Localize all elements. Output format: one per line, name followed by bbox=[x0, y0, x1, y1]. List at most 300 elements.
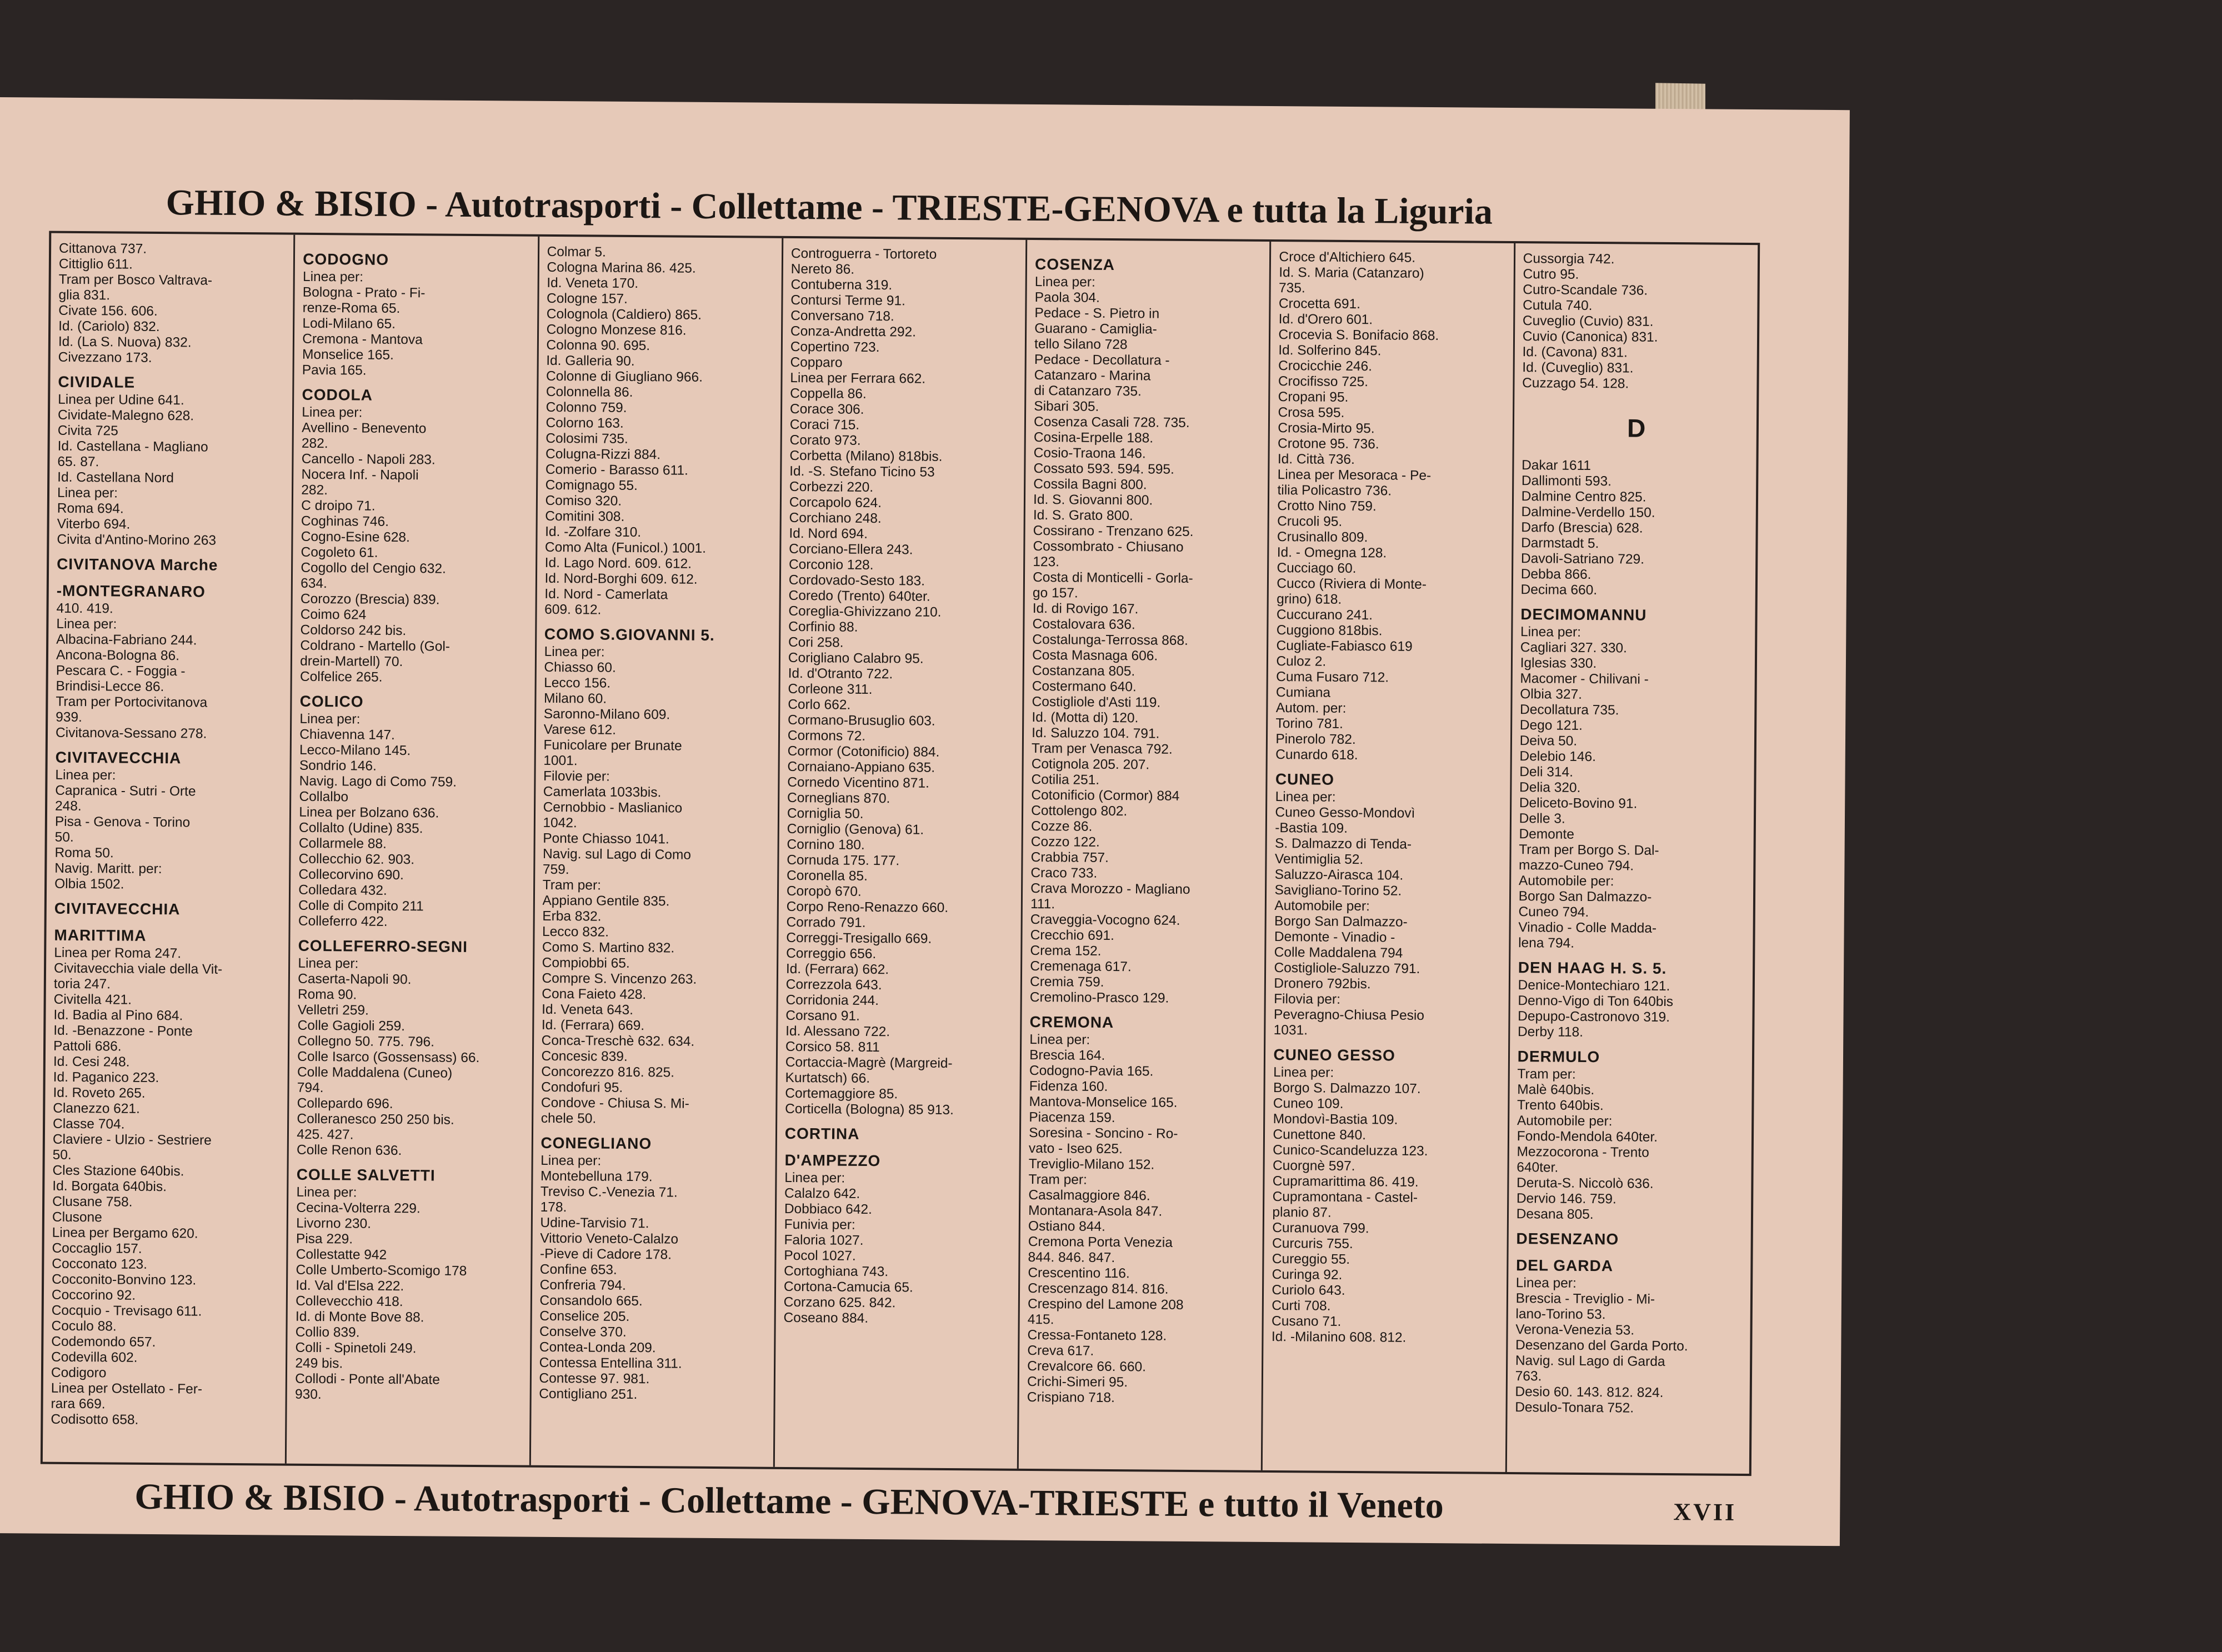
index-entry: Cucco (Riviera di Monte- bbox=[1277, 576, 1427, 592]
index-entry: Codigoro bbox=[51, 1365, 107, 1381]
index-entry: Comiso 320. bbox=[545, 493, 622, 509]
index-entry: Crabbia 757. bbox=[1030, 849, 1109, 865]
index-entry: Cureggio 55. bbox=[1272, 1251, 1350, 1268]
index-entry: Id. Roveto 265. bbox=[53, 1085, 146, 1101]
index-entry: Brindisi-Lecce 86. bbox=[56, 678, 164, 695]
index-column-1 bbox=[43, 233, 296, 1464]
section-heading: DEN HAAG H. S. 5. bbox=[1518, 959, 1667, 977]
index-entry: Saluzzo-Airasca 104. bbox=[1274, 867, 1404, 883]
index-entry: Costalunga-Terrossa 868. bbox=[1032, 632, 1188, 648]
section-heading: COLICO bbox=[299, 692, 364, 710]
index-entry: Comerio - Barasso 611. bbox=[545, 462, 688, 478]
index-entry: Comitini 308. bbox=[545, 508, 625, 524]
index-entry: 178. bbox=[540, 1199, 567, 1215]
index-entry: Crava Morozzo - Magliano bbox=[1030, 880, 1190, 897]
index-entry: Cortona-Camucia 65. bbox=[783, 1279, 913, 1295]
index-entry: Cittiglio 611. bbox=[58, 256, 133, 272]
index-entry: Civitanova-Sessano 278. bbox=[55, 725, 207, 742]
index-entry: Id. Saluzzo 104. 791. bbox=[1032, 725, 1160, 742]
index-entry: Corciano-Ellera 243. bbox=[789, 541, 913, 558]
index-entry: Cornaiano-Appiano 635. bbox=[787, 759, 935, 775]
index-entry: Civate 156. 606. bbox=[58, 303, 158, 319]
index-entry: Sondrio 146. bbox=[299, 758, 377, 774]
index-entry: Linea per Roma 247. bbox=[54, 945, 182, 962]
index-entry: Cormons 72. bbox=[787, 728, 866, 744]
index-entry: Montanara-Asola 847. bbox=[1028, 1203, 1163, 1219]
index-entry: Compre S. Vincenzo 263. bbox=[542, 970, 697, 987]
index-entry: Borgo San Dalmazzo- bbox=[1274, 914, 1408, 930]
index-entry: Crema 152. bbox=[1030, 943, 1102, 959]
section-heading: CODOLA bbox=[302, 386, 373, 404]
index-entry: Colle Renon 636. bbox=[296, 1142, 402, 1159]
index-entry: Cumiana bbox=[1275, 685, 1331, 700]
index-entry: Coldorso 242 bis. bbox=[300, 622, 407, 639]
index-entry: Concorezzo 816. 825. bbox=[541, 1064, 675, 1080]
index-entry: 123. bbox=[1033, 554, 1060, 570]
index-entry: Linea per: bbox=[1515, 1275, 1577, 1291]
index-entry: Automobile per: bbox=[1274, 898, 1370, 914]
index-entry: Funicolare per Brunate bbox=[543, 737, 682, 754]
index-entry: Dronero 792bis. bbox=[1274, 976, 1371, 992]
index-entry: Copertino 723. bbox=[790, 339, 880, 356]
section-heading: CUNEO GESSO bbox=[1273, 1046, 1396, 1064]
index-entry: 111. bbox=[1030, 896, 1055, 912]
index-entry: Collecorvino 690. bbox=[298, 867, 404, 883]
index-entry: Lecco 156. bbox=[544, 675, 611, 691]
index-entry: Darmstadt 5. bbox=[1521, 535, 1599, 552]
index-entry: Caserta-Napoli 90. bbox=[298, 971, 412, 988]
index-entry: Colonna 90. 695. bbox=[546, 337, 650, 354]
index-entry: Navig. sul Lago di Garda bbox=[1515, 1353, 1665, 1369]
index-entry: Cittanova 737. bbox=[59, 241, 147, 257]
index-entry: Cunettone 840. bbox=[1273, 1127, 1367, 1143]
index-entry: Claviere - Ulzio - Sestriere bbox=[52, 1132, 212, 1148]
section-heading: COLLEFERRO-SEGNI bbox=[298, 937, 468, 955]
index-entry: Macomer - Chilivani - bbox=[1520, 671, 1649, 687]
index-entry: Pocol 1027. bbox=[784, 1248, 856, 1264]
index-entry: Paola 304. bbox=[1034, 290, 1100, 306]
index-entry: Corozzo (Brescia) 839. bbox=[300, 591, 440, 608]
index-entry: Cotonificio (Cormor) 884 bbox=[1031, 787, 1180, 804]
book-page bbox=[0, 97, 1850, 1546]
index-entry: Cusano 71. bbox=[1271, 1314, 1342, 1329]
index-entry: toria 247. bbox=[53, 976, 111, 992]
index-entry: Cortoghiana 743. bbox=[784, 1263, 889, 1280]
index-entry: Cona Faieto 428. bbox=[542, 986, 647, 1003]
index-entry: Ancona-Bologna 86. bbox=[56, 647, 180, 664]
index-entry: Crotone 95. 736. bbox=[1278, 436, 1379, 452]
index-entry: Curti 708. bbox=[1272, 1298, 1331, 1314]
index-entry: Treviso C.-Venezia 71. bbox=[540, 1184, 678, 1200]
index-entry: Dobbiaco 642. bbox=[784, 1201, 873, 1218]
index-entry: tilia Policastro 736. bbox=[1277, 483, 1392, 499]
index-entry: Civitella 421. bbox=[53, 992, 132, 1008]
index-entry: Conselice 205. bbox=[539, 1308, 630, 1324]
index-entry: Curinga 92. bbox=[1272, 1267, 1343, 1283]
index-entry: Compiobbi 65. bbox=[542, 955, 630, 971]
index-entry: Conversano 718. bbox=[790, 308, 894, 324]
index-entry: Guarano - Camiglia- bbox=[1034, 321, 1157, 337]
index-entry: Civita 725 bbox=[57, 423, 118, 439]
section-heading: CODOGNO bbox=[303, 250, 389, 268]
index-entry: Peveragno-Chiusa Pesio bbox=[1273, 1007, 1425, 1023]
index-entry: Decollatura 735. bbox=[1519, 702, 1619, 718]
index-entry: Id. Borgata 640bis. bbox=[52, 1178, 167, 1195]
index-entry: Linea per: bbox=[1273, 1065, 1334, 1080]
index-entry: Autom. per: bbox=[1275, 700, 1347, 716]
index-entry: Cuma Fusaro 712. bbox=[1276, 669, 1389, 685]
index-entry: Capranica - Sutri - Orte bbox=[55, 783, 196, 799]
index-entry: Id. -Zolfare 310. bbox=[545, 524, 642, 540]
index-entry: Tram per Borgo S. Dal- bbox=[1519, 842, 1659, 858]
index-entry: Filovie per: bbox=[543, 768, 610, 784]
index-entry: Cucciago 60. bbox=[1277, 560, 1357, 577]
index-entry: Costa Masnaga 606. bbox=[1032, 647, 1158, 664]
index-entry: Cuorgnè 597. bbox=[1272, 1158, 1355, 1174]
index-entry: Costanzana 805. bbox=[1032, 663, 1135, 679]
index-entry: Pisa - Genova - Torino bbox=[54, 814, 191, 830]
index-entry: Cuneo 794. bbox=[1518, 904, 1589, 920]
index-entry: Linea per: bbox=[298, 955, 359, 972]
index-entry: Id. Nord-Borghi 609. 612. bbox=[544, 570, 698, 587]
index-entry: Cressa-Fontaneto 128. bbox=[1027, 1327, 1167, 1344]
section-heading: CONEGLIANO bbox=[541, 1134, 652, 1153]
index-entry: go 157. bbox=[1032, 585, 1078, 601]
index-entry: Crecchio 691. bbox=[1030, 927, 1114, 944]
index-entry: Crusinallo 809. bbox=[1277, 529, 1368, 545]
index-entry: Pisa 229. bbox=[296, 1231, 353, 1247]
index-entry: Pattoli 686. bbox=[53, 1038, 122, 1054]
index-entry: Crocetta 691. bbox=[1278, 296, 1361, 312]
index-entry: Albacina-Fabriano 244. bbox=[56, 632, 197, 648]
index-entry: Cropani 95. bbox=[1278, 389, 1349, 405]
index-column-5 bbox=[1019, 240, 1272, 1470]
index-entry: Colle di Compito 211 bbox=[298, 898, 424, 914]
index-entry: Id. d'Otranto 722. bbox=[788, 665, 893, 682]
index-entry: Cupramarittima 86. 419. bbox=[1272, 1174, 1419, 1190]
index-entry: Id. (Cariolo) 832. bbox=[58, 318, 160, 335]
index-entry: Corato 973. bbox=[789, 432, 861, 448]
index-entry: Id. Solferino 845. bbox=[1278, 343, 1382, 359]
index-entry: Tram per Bosco Valtrava- bbox=[58, 272, 213, 288]
index-entry: Id. Veneta 170. bbox=[547, 275, 639, 292]
index-entry: Ostiano 844. bbox=[1028, 1218, 1106, 1234]
index-entry: Treviglio-Milano 152. bbox=[1028, 1156, 1155, 1173]
index-entry: Deli 314. bbox=[1519, 764, 1574, 780]
index-entry: Clanezzo 621. bbox=[53, 1100, 141, 1117]
index-entry: Filovia per: bbox=[1274, 992, 1341, 1007]
index-entry: Cremia 759. bbox=[1029, 974, 1104, 990]
index-entry: Corneglians 870. bbox=[787, 790, 890, 807]
index-entry: Camerlata 1033bis. bbox=[543, 784, 662, 800]
index-entry: Cremona - Mantova bbox=[302, 331, 423, 348]
index-entry: Cuneo 109. bbox=[1273, 1096, 1344, 1112]
index-entry: chele 50. bbox=[541, 1110, 597, 1127]
index-entry: Linea per: bbox=[1034, 274, 1095, 290]
index-entry: Crespino del Lamone 208 bbox=[1027, 1296, 1184, 1313]
index-entry: Cunico-Scandeluzza 123. bbox=[1273, 1143, 1428, 1159]
index-entry: Corace 306. bbox=[789, 401, 864, 417]
index-entry: Conza-Andretta 292. bbox=[790, 323, 917, 340]
index-entry: S. Dalmazzo di Tenda- bbox=[1274, 836, 1412, 852]
section-heading: CIVIDALE bbox=[58, 373, 136, 391]
index-entry: 249 bis. bbox=[295, 1355, 343, 1371]
index-entry: Crevalcore 66. 660. bbox=[1027, 1358, 1147, 1375]
index-column-6 bbox=[1263, 242, 1515, 1472]
index-entry: Linea per Ostellato - Fer- bbox=[51, 1380, 203, 1397]
index-entry: tello Silano 728 bbox=[1034, 337, 1128, 353]
index-entry: Deliceto-Bovino 91. bbox=[1519, 795, 1638, 812]
index-entry: Borgo San Dalmazzo- bbox=[1518, 889, 1652, 905]
index-entry: -Bastia 109. bbox=[1275, 820, 1348, 836]
index-entry: Id. -Benazzone - Ponte bbox=[53, 1023, 193, 1039]
index-entry: Appiano Gentile 835. bbox=[542, 893, 670, 909]
index-entry: Linea per: bbox=[541, 1153, 602, 1169]
index-frame bbox=[41, 231, 1760, 1476]
index-entry: Dervio 146. 759. bbox=[1516, 1191, 1617, 1207]
index-entry: Corridonia 244. bbox=[785, 992, 879, 1009]
index-entry: Coraci 715. bbox=[789, 417, 860, 433]
index-entry: Erba 832. bbox=[542, 908, 602, 924]
index-entry: Navig. sul Lago di Como bbox=[542, 846, 692, 863]
index-entry: 50. bbox=[54, 829, 74, 845]
section-heading: COMO S.GIOVANNI 5. bbox=[544, 625, 715, 644]
section-heading: CIVITANOVA Marche bbox=[57, 555, 218, 574]
index-entry: Cocconito-Bonvino 123. bbox=[52, 1271, 197, 1288]
index-entry: Id. Val d'Elsa 222. bbox=[296, 1278, 404, 1294]
section-heading: DEL GARDA bbox=[1515, 1256, 1614, 1275]
index-entry: 65. 87. bbox=[57, 454, 99, 470]
index-entry: Culoz 2. bbox=[1276, 654, 1327, 669]
index-entry: Avellino - Benevento bbox=[302, 420, 427, 437]
index-entry: Pedace - Decollatura - bbox=[1034, 352, 1170, 368]
section-heading: CREMONA bbox=[1029, 1013, 1114, 1032]
index-entry: Sibari 305. bbox=[1034, 399, 1099, 414]
index-entry: Curcuris 755. bbox=[1272, 1236, 1353, 1252]
index-entry: Milano 60. bbox=[543, 690, 607, 707]
index-entry: Consandolo 665. bbox=[539, 1293, 643, 1309]
index-entry: 634. bbox=[301, 575, 327, 592]
index-entry: Cuneo Gesso-Mondovì bbox=[1275, 805, 1415, 821]
index-entry: Crichi-Simeri 95. bbox=[1027, 1374, 1128, 1390]
index-entry: Corconio 128. bbox=[788, 557, 874, 573]
index-entry: Cuveglio (Cuvio) 831. bbox=[1522, 313, 1654, 329]
index-entry: Costa di Monticelli - Gorla- bbox=[1033, 570, 1193, 587]
index-entry: Dego 121. bbox=[1519, 718, 1583, 733]
index-entry: Delle 3. bbox=[1519, 811, 1565, 827]
section-heading: -MONTEGRANARO bbox=[56, 582, 206, 600]
index-entry: Id. S. Maria (Catanzaro) bbox=[1279, 265, 1424, 281]
index-entry: Coppella 86. bbox=[790, 386, 867, 402]
index-entry: Cori 258. bbox=[788, 634, 844, 650]
index-entry: Cornino 180. bbox=[787, 837, 865, 853]
index-entry: Cossirano - Trenzano 625. bbox=[1033, 523, 1194, 540]
index-entry: Corbetta (Milano) 818bis. bbox=[789, 448, 943, 464]
index-entry: mazzo-Cuneo 794. bbox=[1519, 858, 1634, 874]
index-entry: Ventimiglia 52. bbox=[1274, 852, 1364, 868]
index-entry: Colle Umberto-Scomigo 178 bbox=[296, 1262, 467, 1279]
index-entry: Fondo-Mendola 640ter. bbox=[1517, 1129, 1658, 1145]
page-number: XVII bbox=[1673, 1498, 1737, 1526]
index-entry: Deruta-S. Niccolò 636. bbox=[1517, 1175, 1654, 1192]
index-entry: Linea per: bbox=[299, 711, 361, 727]
index-entry: Fidenza 160. bbox=[1029, 1078, 1108, 1094]
index-entry: Cernobbio - Maslianico bbox=[543, 799, 683, 816]
index-entry: Debba 866. bbox=[1520, 567, 1592, 583]
index-entry: Olbia 327. bbox=[1520, 687, 1583, 702]
index-entry: Cosina-Erpelle 188. bbox=[1033, 430, 1154, 446]
index-entry: vato - Iseo 625. bbox=[1028, 1140, 1123, 1157]
index-entry: Colorno 163. bbox=[546, 415, 624, 431]
index-entry: Denice-Montechiaro 121. bbox=[1518, 978, 1670, 994]
index-entry: Id. S. Grato 800. bbox=[1033, 508, 1133, 524]
index-entry: Corpo Reno-Renazzo 660. bbox=[786, 899, 949, 915]
index-entry: Id. di Monte Bove 88. bbox=[295, 1309, 424, 1325]
index-entry: Brescia - Treviglio - Mi- bbox=[1515, 1291, 1655, 1307]
section-heading: COLLE SALVETTI bbox=[296, 1165, 436, 1184]
index-entry: glia 831. bbox=[58, 287, 111, 303]
section-heading: MARITTIMA bbox=[54, 926, 147, 944]
index-entry: Cuggiono 818bis. bbox=[1276, 623, 1383, 639]
index-entry: di Catanzaro 735. bbox=[1034, 383, 1142, 399]
index-entry: Costigliole-Saluzzo 791. bbox=[1274, 960, 1420, 977]
index-entry: -Pieve di Cadore 178. bbox=[539, 1246, 672, 1263]
index-entry: Coreglia-Ghivizzano 210. bbox=[788, 603, 942, 620]
index-entry: Colmar 5. bbox=[547, 244, 606, 260]
index-entry: Velletri 259. bbox=[297, 1002, 369, 1018]
index-entry: Linea per: bbox=[296, 1184, 357, 1200]
index-entry: Crescenzago 814. 816. bbox=[1028, 1280, 1169, 1297]
index-entry: Id. Paganico 223. bbox=[53, 1069, 159, 1086]
index-entry: Coredo (Trento) 640ter. bbox=[788, 588, 930, 604]
index-entry: Colfelice 265. bbox=[299, 669, 383, 685]
index-entry: Demonte bbox=[1519, 827, 1575, 842]
index-entry: Mezzocorona - Trento bbox=[1517, 1144, 1649, 1160]
index-entry: Collodi - Ponte all'Abate bbox=[295, 1371, 441, 1388]
index-entry: Colle Maddalena (Cuneo) bbox=[297, 1064, 453, 1081]
index-entry: Id. d'Orero 601. bbox=[1278, 312, 1373, 328]
index-entry: Id. Castellana Nord bbox=[57, 469, 174, 486]
index-entry: Codogno-Pavia 165. bbox=[1029, 1063, 1154, 1079]
index-entry: Cozze 86. bbox=[1030, 818, 1093, 834]
index-entry: Crosa 595. bbox=[1278, 405, 1345, 420]
index-entry: Tram per: bbox=[542, 877, 602, 893]
index-entry: Id. (La S. Nuova) 832. bbox=[58, 334, 192, 351]
index-entry: Savigliano-Torino 52. bbox=[1274, 883, 1402, 899]
index-entry: Bologna - Prato - Fi- bbox=[302, 284, 426, 301]
index-entry: Colugna-Rizzi 884. bbox=[546, 446, 661, 463]
index-entry: 1001. bbox=[543, 753, 578, 769]
index-entry: Colleferro 422. bbox=[298, 913, 388, 929]
section-heading: DERMULO bbox=[1517, 1048, 1600, 1066]
index-entry: Cosio-Traona 146. bbox=[1033, 445, 1146, 462]
index-entry: Corcapolo 624. bbox=[789, 494, 882, 511]
index-entry: Lecco 832. bbox=[542, 924, 609, 940]
index-entry: 763. bbox=[1515, 1369, 1542, 1384]
index-entry: Cremona Porta Venezia bbox=[1028, 1234, 1173, 1250]
index-entry: Funivia per: bbox=[784, 1217, 855, 1233]
index-entry: Roma 90. bbox=[297, 987, 357, 1003]
index-entry: Calalzo 642. bbox=[784, 1185, 860, 1202]
index-entry: Condofuri 95. bbox=[541, 1079, 623, 1095]
index-entry: Linea per: bbox=[55, 767, 116, 783]
index-entry: Linea per: bbox=[784, 1170, 845, 1186]
index-entry: Contuberna 319. bbox=[790, 277, 893, 293]
index-entry: Mantova-Monselice 165. bbox=[1029, 1094, 1178, 1110]
index-entry: 282. bbox=[301, 435, 328, 452]
index-entry: 640ter. bbox=[1517, 1160, 1559, 1175]
index-entry: Controguerra - Tortoreto bbox=[790, 246, 937, 262]
index-entry: Linea per: bbox=[544, 644, 605, 660]
index-entry: rara 669. bbox=[51, 1396, 106, 1412]
index-entry: Navig. Maritt. per: bbox=[54, 860, 162, 877]
index-entry: Cogno-Esine 628. bbox=[301, 529, 411, 545]
index-entry: Colli - Spinetoli 249. bbox=[295, 1340, 417, 1356]
index-entry: Cunardo 618. bbox=[1275, 747, 1358, 763]
index-column-4 bbox=[775, 238, 1028, 1469]
section-heading: D bbox=[1627, 413, 1646, 443]
index-entry: Cortemaggiore 85. bbox=[785, 1085, 898, 1102]
index-entry: Correggio 656. bbox=[786, 945, 877, 962]
index-entry: Id. S. Giovanni 800. bbox=[1033, 492, 1153, 508]
index-entry: Classe 704. bbox=[53, 1116, 125, 1132]
index-entry: Id. (Motta di) 120. bbox=[1032, 709, 1139, 726]
index-entry: 248. bbox=[54, 798, 82, 814]
index-entry: Cremenaga 617. bbox=[1030, 958, 1132, 975]
index-entry: Cotilia 251. bbox=[1031, 772, 1100, 788]
index-entry: Denno-Vigo di Ton 640bis bbox=[1518, 993, 1674, 1010]
index-entry: 609. 612. bbox=[544, 602, 602, 618]
index-entry: Cotignola 205. 207. bbox=[1031, 756, 1150, 773]
index-column-3 bbox=[531, 237, 783, 1467]
index-entry: Tram per Portocivitanova bbox=[56, 694, 208, 710]
index-entry: Cozzo 122. bbox=[1030, 834, 1100, 850]
index-entry: Cossato 593. 594. 595. bbox=[1033, 461, 1174, 477]
index-entry: Nereto 86. bbox=[790, 261, 855, 277]
index-entry: Cuvio (Canonica) 831. bbox=[1522, 329, 1658, 345]
index-entry: Crescentino 116. bbox=[1028, 1265, 1130, 1281]
index-entry: Linea per: bbox=[57, 485, 118, 501]
index-entry: Collarmele 88. bbox=[298, 835, 387, 852]
index-entry: Kurtatsch) 66. bbox=[785, 1070, 870, 1086]
index-entry: grino) 618. bbox=[1277, 592, 1342, 607]
index-entry: Deiva 50. bbox=[1519, 733, 1578, 749]
index-entry: Cremolino-Prasco 129. bbox=[1029, 989, 1169, 1006]
index-entry: Id. (Ferrara) 662. bbox=[785, 961, 889, 978]
index-entry: Roma 694. bbox=[57, 500, 124, 517]
section-heading: D'AMPEZZO bbox=[784, 1151, 881, 1170]
index-entry: Como Alta (Funicol.) 1001. bbox=[544, 539, 707, 556]
index-entry: Desio 60. 143. 812. 824. bbox=[1515, 1384, 1664, 1400]
index-entry: Corzano 625. 842. bbox=[783, 1294, 896, 1311]
index-entry: Crotto Nino 759. bbox=[1277, 498, 1377, 514]
index-entry: Corticella (Bologna) 85 913. bbox=[785, 1101, 954, 1118]
index-entry: Colle Isarco (Gossensass) 66. bbox=[297, 1049, 480, 1066]
index-entry: Codisotto 658. bbox=[51, 1411, 139, 1428]
index-entry: Linea per Bolzano 636. bbox=[299, 804, 439, 821]
index-entry: Corleone 311. bbox=[788, 681, 873, 697]
index-entry: Cutula 740. bbox=[1523, 298, 1593, 314]
index-entry: Darfo (Brescia) 628. bbox=[1521, 520, 1643, 536]
index-entry: Monselice 165. bbox=[302, 347, 394, 363]
index-entry: Davoli-Satriano 729. bbox=[1520, 551, 1645, 567]
index-entry: Id. Badia al Pino 684. bbox=[53, 1007, 183, 1024]
index-entry: Cancello - Napoli 283. bbox=[301, 451, 436, 468]
index-entry: Tram per: bbox=[1028, 1172, 1087, 1188]
index-entry: Corigliano Calabro 95. bbox=[788, 650, 924, 667]
index-entry: 425. 427. bbox=[297, 1127, 354, 1143]
index-entry: Cormano-Brusuglio 603. bbox=[787, 712, 935, 729]
